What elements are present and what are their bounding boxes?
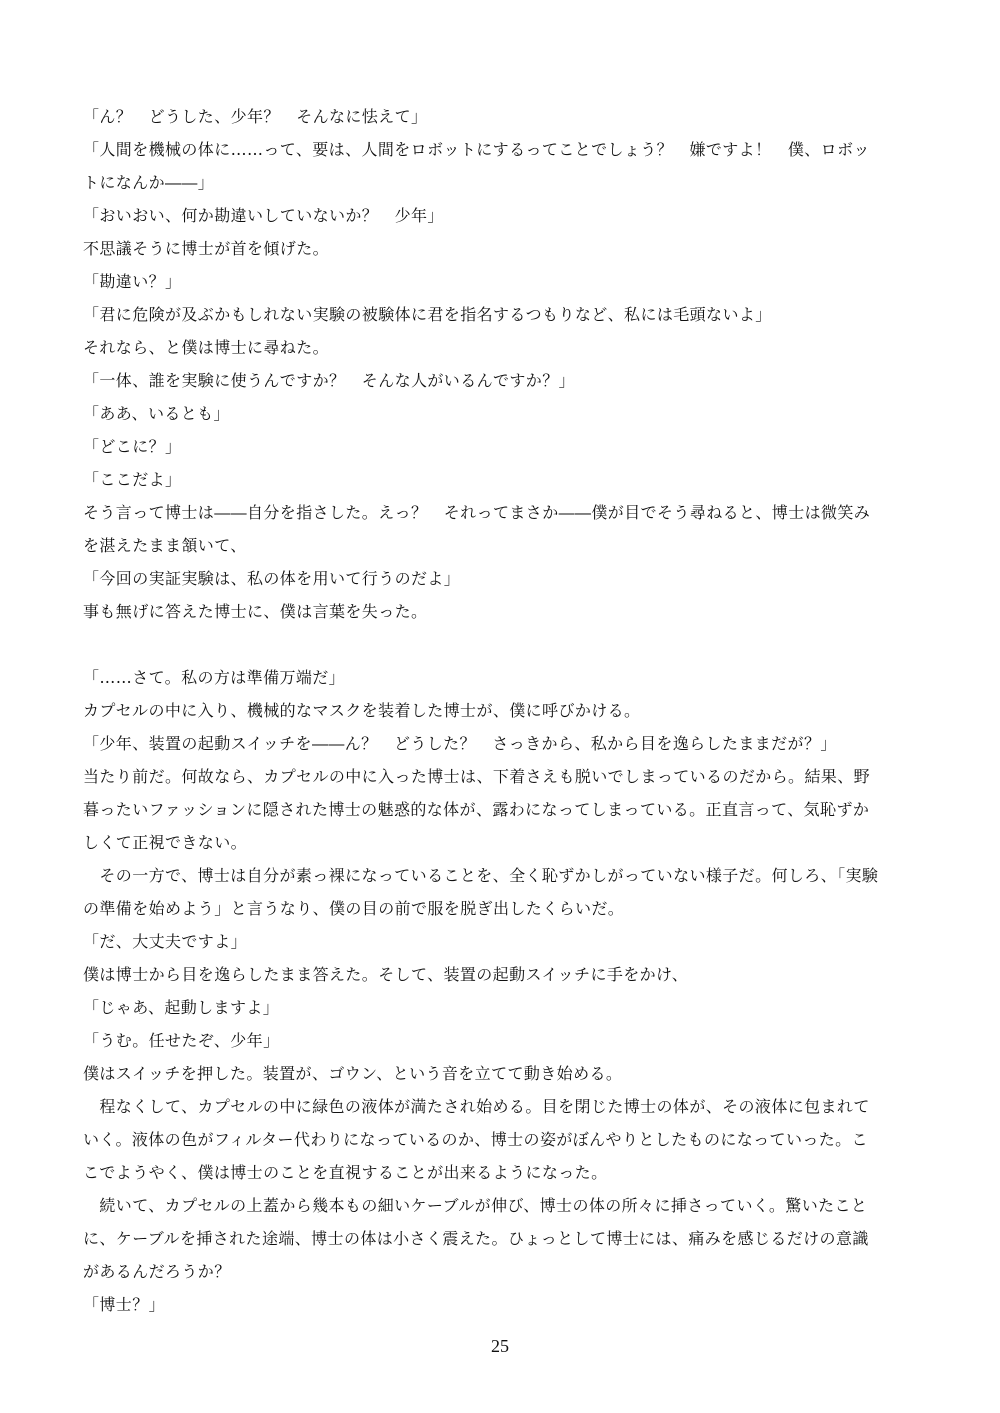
text-line: こでようやく、僕は博士のことを直視することが出来るようになった。 (83, 1163, 608, 1182)
text-line: 「勘違い？」 (83, 272, 182, 291)
text-line: を湛えたまま頷いて、 (83, 536, 247, 555)
text-line: 「だ、大丈夫ですよ」 (83, 932, 248, 951)
text-line: 「ああ、いるとも」 (83, 404, 230, 423)
text-line: 「博士？」 (83, 1295, 166, 1314)
text-line: 「ここだよ」 (83, 470, 182, 489)
text-line: 「どこに？」 (83, 437, 182, 456)
text-line: 暮ったいファッションに隠された博士の魅惑的な体が、露わになってしまっている。正直言って、気恥ずか (83, 800, 870, 819)
page-number: 25 (491, 1336, 509, 1356)
text-line: 事も無げに答えた博士に、僕は言葉を失った。 (83, 602, 428, 621)
text-line: 程なくして、カプセルの中に緑色の液体が満たされ始める。目を閉じた博士の体が、その液体に包まれて (83, 1097, 870, 1116)
text-line: 不思議そうに博士が首を傾げた。 (83, 239, 330, 258)
text-line: 「少年、装置の起動スイッチを――ん？ どうした？ さっきから、私から目を逸らしたままだが？」 (83, 734, 837, 753)
text-line: 「ん？ どうした、少年？ そんなに怯えて」 (83, 107, 428, 126)
text-line: その一方で、博士は自分が素っ裸になっていることを、全く恥ずかしがっていない様子だ。何しろ、「実験 (83, 866, 879, 885)
text-line: トになんか――」 (83, 173, 215, 192)
text-line: カプセルの中に入り、機械的なマスクを装着した博士が、僕に呼びかける。 (83, 701, 641, 720)
text-line: 「一体、誰を実験に使うんですか？ そんな人がいるんですか？」 (83, 371, 576, 390)
text-line: 「おいおい、何か勘違いしていないか？ 少年」 (83, 206, 444, 225)
text-line: 続いて、カプセルの上蓋から幾本もの細いケーブルが伸び、博士の体の所々に挿さっていく。驚いたこと (83, 1196, 868, 1215)
text-line: 「今回の実証実験は、私の体を用いて行うのだよ」 (83, 569, 461, 588)
text-line: に、ケーブルを挿された途端、博士の体は小さく震えた。ひょっとして博士には、痛みを感じるだけの意識 (83, 1229, 869, 1248)
text-line: 「君に危険が及ぶかもしれない実験の被験体に君を指名するつもりなど、私には毛頭ないよ」 (83, 305, 772, 324)
text-line: 僕はスイッチを押した。装置が、ゴウン、という音を立てて動き始める。 (83, 1064, 623, 1083)
page-body (83, 100, 923, 1321)
text-line: いく。液体の色がフィルター代わりになっているのか、博士の姿がぼんやりとしたものになっていった。こ (83, 1130, 868, 1149)
text-line: があるんだろうか？ (83, 1262, 231, 1281)
text-line: それなら、と僕は博士に尋ねた。 (83, 338, 330, 357)
text-line: しくて正視できない。 (83, 833, 248, 852)
text-line: 「じゃあ、起動しますよ」 (83, 998, 280, 1017)
text-line: 僕は博士から目を逸らしたまま答えた。そして、装置の起動スイッチに手をかけ、 (83, 965, 689, 984)
text-line: 当たり前だ。何故なら、カプセルの中に入った博士は、下着さえも脱いでしまっているのだから。結果、野 (83, 767, 871, 786)
text-line: そう言って博士は――自分を指さした。えっ？ それってまさか――僕が目でそう尋ねると、博士は微笑み (83, 503, 871, 522)
text-line: 「うむ。任せたぞ、少年」 (83, 1031, 280, 1050)
paragraph-break (83, 628, 923, 661)
text-line: 「人間を機械の体に……って、要は、人間をロボットにするってことでしょう？ 嫌ですよ！ 僕、ロボッ (83, 140, 870, 159)
text-line: 「……さて。私の方は準備万端だ」 (83, 668, 346, 687)
text-line: の準備を始めよう」と言うなり、僕の目の前で服を脱ぎ出したくらいだ。 (83, 899, 625, 918)
